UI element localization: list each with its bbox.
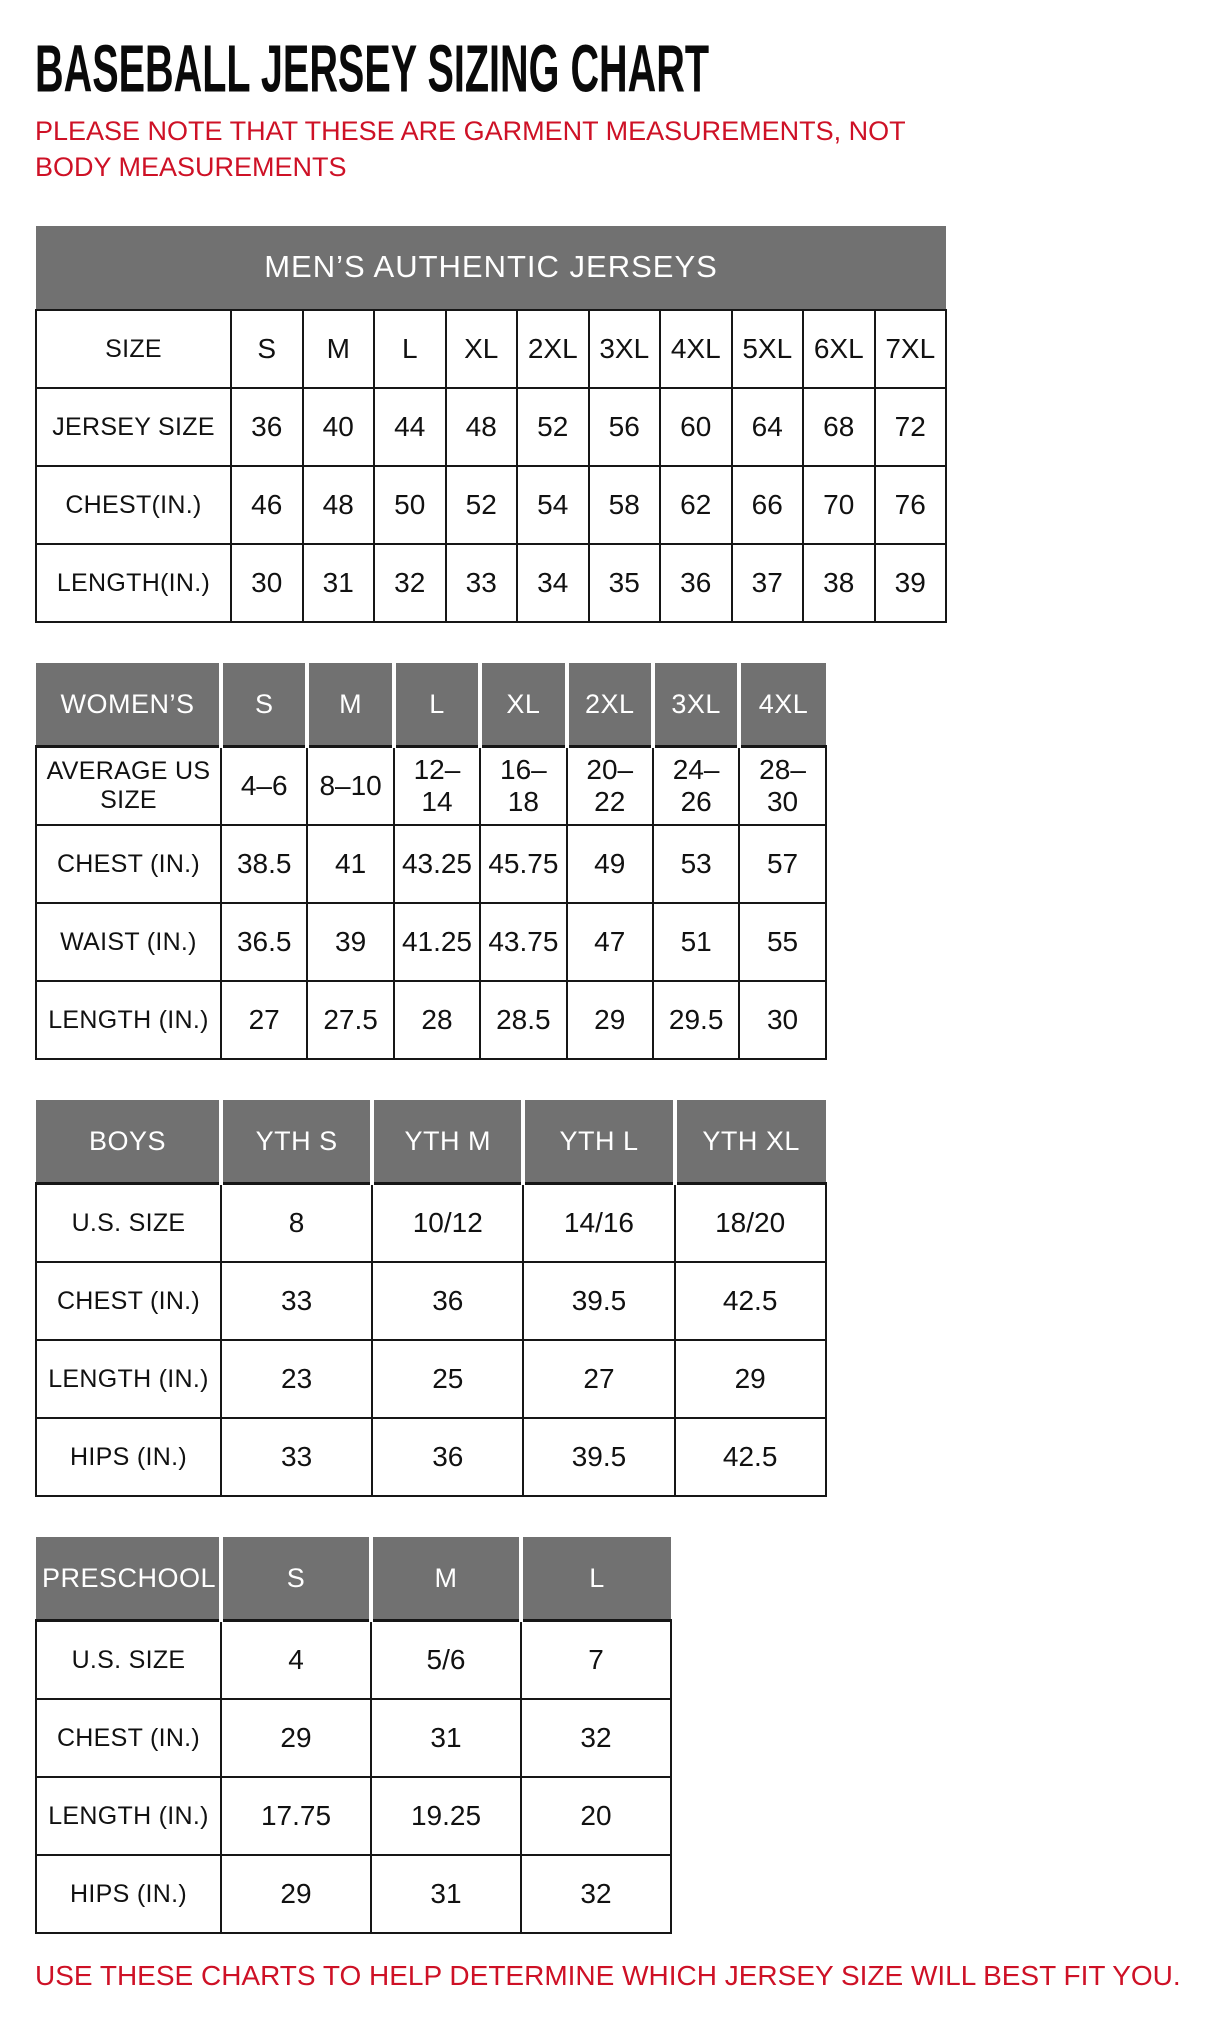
column-header: M bbox=[371, 1537, 521, 1621]
size-value-cell: 7XL bbox=[875, 310, 947, 388]
row-label: SIZE bbox=[36, 310, 231, 388]
size-value-cell: 34 bbox=[517, 544, 589, 622]
size-value-cell: 33 bbox=[221, 1262, 372, 1340]
womens-header-label: WOMEN’S bbox=[36, 663, 221, 747]
size-value-cell: 45.75 bbox=[480, 825, 566, 903]
size-value-cell: XL bbox=[446, 310, 518, 388]
size-value-cell: 68 bbox=[803, 388, 875, 466]
womens-table-row bbox=[36, 825, 826, 903]
garment-measurements-note: PLEASE NOTE THAT THESE ARE GARMENT MEASUREMENTS, NOT BODY MEASUREMENTS bbox=[35, 116, 906, 183]
size-value-cell: 25 bbox=[372, 1340, 523, 1418]
size-value-cell: 36 bbox=[660, 544, 732, 622]
column-header: YTH L bbox=[523, 1100, 674, 1184]
row-label: WAIST (IN.) bbox=[36, 903, 221, 981]
size-value-cell: 36.5 bbox=[221, 903, 307, 981]
size-value-cell: 38 bbox=[803, 544, 875, 622]
size-value-cell: 5XL bbox=[732, 310, 804, 388]
size-value-cell: 29 bbox=[675, 1340, 826, 1418]
column-header: L bbox=[521, 1537, 671, 1621]
column-header: S bbox=[221, 1537, 371, 1621]
size-value-cell: 30 bbox=[739, 981, 825, 1059]
row-label: CHEST (IN.) bbox=[36, 1262, 221, 1340]
size-value-cell: 14/16 bbox=[523, 1184, 674, 1262]
size-value-cell: 56 bbox=[589, 388, 661, 466]
womens-table-row bbox=[36, 903, 826, 981]
row-label: LENGTH (IN.) bbox=[36, 1340, 221, 1418]
size-value-cell: 32 bbox=[374, 544, 446, 622]
size-value-cell: 43.75 bbox=[480, 903, 566, 981]
size-value-cell: 51 bbox=[653, 903, 739, 981]
size-value-cell: 6XL bbox=[803, 310, 875, 388]
page-title: BASEBALL JERSEY SIZING CHART bbox=[35, 30, 710, 107]
size-value-cell: 20 bbox=[521, 1777, 671, 1855]
size-value-cell: 3XL bbox=[589, 310, 661, 388]
boys-header-row bbox=[36, 1100, 826, 1184]
size-value-cell: 60 bbox=[660, 388, 732, 466]
size-value-cell: 76 bbox=[875, 466, 947, 544]
preschool-header-row bbox=[36, 1537, 671, 1621]
womens-size-table bbox=[35, 663, 827, 1060]
boys-table-row bbox=[36, 1340, 826, 1418]
column-header: 4XL bbox=[739, 663, 825, 747]
size-value-cell: 27 bbox=[221, 981, 307, 1059]
row-label: CHEST (IN.) bbox=[36, 1699, 221, 1777]
row-label: U.S. SIZE bbox=[36, 1184, 221, 1262]
size-value-cell: 40 bbox=[303, 388, 375, 466]
size-value-cell: 39.5 bbox=[523, 1262, 674, 1340]
size-value-cell: 30 bbox=[231, 544, 303, 622]
womens-table-row bbox=[36, 747, 826, 825]
preschool-table-row bbox=[36, 1855, 671, 1933]
size-value-cell: 33 bbox=[221, 1418, 372, 1496]
row-label: AVERAGE US SIZE bbox=[36, 747, 221, 825]
size-value-cell: 8–10 bbox=[307, 747, 393, 825]
size-value-cell: 4XL bbox=[660, 310, 732, 388]
boys-size-table bbox=[35, 1100, 827, 1497]
size-value-cell: 52 bbox=[446, 466, 518, 544]
size-value-cell: 39 bbox=[875, 544, 947, 622]
mens-banner-title: MEN’S AUTHENTIC JERSEYS bbox=[36, 226, 946, 310]
column-header: 3XL bbox=[653, 663, 739, 747]
size-value-cell: 42.5 bbox=[675, 1262, 826, 1340]
size-value-cell: 33 bbox=[446, 544, 518, 622]
size-value-cell: 48 bbox=[446, 388, 518, 466]
size-value-cell: 10/12 bbox=[372, 1184, 523, 1262]
size-value-cell: L bbox=[374, 310, 446, 388]
womens-table-row bbox=[36, 981, 826, 1059]
row-label: CHEST (IN.) bbox=[36, 825, 221, 903]
mens-table-row bbox=[36, 466, 946, 544]
preschool-table-row bbox=[36, 1621, 671, 1699]
size-value-cell: 28–30 bbox=[739, 747, 825, 825]
size-value-cell: 32 bbox=[521, 1855, 671, 1933]
mens-table-row bbox=[36, 544, 946, 622]
mens-table-row bbox=[36, 310, 946, 388]
size-value-cell: 47 bbox=[567, 903, 653, 981]
size-value-cell: 36 bbox=[231, 388, 303, 466]
column-header: S bbox=[221, 663, 307, 747]
row-label: LENGTH (IN.) bbox=[36, 1777, 221, 1855]
size-value-cell: 18/20 bbox=[675, 1184, 826, 1262]
size-value-cell: 27.5 bbox=[307, 981, 393, 1059]
size-value-cell: 39 bbox=[307, 903, 393, 981]
size-value-cell: 4–6 bbox=[221, 747, 307, 825]
size-value-cell: 36 bbox=[372, 1262, 523, 1340]
mens-banner-row bbox=[36, 226, 946, 310]
size-value-cell: 55 bbox=[739, 903, 825, 981]
size-value-cell: 42.5 bbox=[675, 1418, 826, 1496]
size-value-cell: 48 bbox=[303, 466, 375, 544]
boys-table-row bbox=[36, 1184, 826, 1262]
size-value-cell: 29 bbox=[221, 1699, 371, 1777]
size-value-cell: 39.5 bbox=[523, 1418, 674, 1496]
size-value-cell: 57 bbox=[739, 825, 825, 903]
boys-table-row bbox=[36, 1418, 826, 1496]
size-value-cell: 66 bbox=[732, 466, 804, 544]
boys-table-row bbox=[36, 1262, 826, 1340]
size-value-cell: M bbox=[303, 310, 375, 388]
womens-header-row bbox=[36, 663, 826, 747]
size-value-cell: 16–18 bbox=[480, 747, 566, 825]
size-value-cell: 62 bbox=[660, 466, 732, 544]
size-value-cell: 46 bbox=[231, 466, 303, 544]
column-header: 2XL bbox=[567, 663, 653, 747]
row-label: HIPS (IN.) bbox=[36, 1855, 221, 1933]
column-header: XL bbox=[480, 663, 566, 747]
row-label: JERSEY SIZE bbox=[36, 388, 231, 466]
size-value-cell: 44 bbox=[374, 388, 446, 466]
size-value-cell: 19.25 bbox=[371, 1777, 521, 1855]
size-value-cell: 54 bbox=[517, 466, 589, 544]
size-value-cell: 37 bbox=[732, 544, 804, 622]
size-value-cell: 2XL bbox=[517, 310, 589, 388]
size-value-cell: 35 bbox=[589, 544, 661, 622]
size-value-cell: 64 bbox=[732, 388, 804, 466]
preschool-table-row bbox=[36, 1777, 671, 1855]
size-value-cell: 58 bbox=[589, 466, 661, 544]
size-value-cell: 53 bbox=[653, 825, 739, 903]
size-value-cell: 28.5 bbox=[480, 981, 566, 1059]
size-value-cell: 12–14 bbox=[394, 747, 480, 825]
size-value-cell: 31 bbox=[371, 1699, 521, 1777]
row-label: LENGTH (IN.) bbox=[36, 981, 221, 1059]
size-value-cell: 7 bbox=[521, 1621, 671, 1699]
size-value-cell: 52 bbox=[517, 388, 589, 466]
size-value-cell: 4 bbox=[221, 1621, 371, 1699]
size-value-cell: 29 bbox=[221, 1855, 371, 1933]
size-value-cell: 50 bbox=[374, 466, 446, 544]
row-label: HIPS (IN.) bbox=[36, 1418, 221, 1496]
preschool-table-row bbox=[36, 1699, 671, 1777]
size-value-cell: 27 bbox=[523, 1340, 674, 1418]
size-value-cell: 20–22 bbox=[567, 747, 653, 825]
size-value-cell: 28 bbox=[394, 981, 480, 1059]
preschool-header-label: PRESCHOOL bbox=[36, 1537, 221, 1621]
size-value-cell: 72 bbox=[875, 388, 947, 466]
row-label: LENGTH(IN.) bbox=[36, 544, 231, 622]
size-value-cell: 8 bbox=[221, 1184, 372, 1262]
size-value-cell: S bbox=[231, 310, 303, 388]
row-label: U.S. SIZE bbox=[36, 1621, 221, 1699]
column-header: YTH S bbox=[221, 1100, 372, 1184]
size-value-cell: 17.75 bbox=[221, 1777, 371, 1855]
footer-note: USE THESE CHARTS TO HELP DETERMINE WHICH JERSEY SIZE WILL BEST FIT YOU. bbox=[35, 1959, 1181, 1991]
size-value-cell: 36 bbox=[372, 1418, 523, 1496]
row-label: CHEST(IN.) bbox=[36, 466, 231, 544]
column-header: L bbox=[394, 663, 480, 747]
tables-container bbox=[35, 226, 1190, 1934]
size-value-cell: 29 bbox=[567, 981, 653, 1059]
size-value-cell: 31 bbox=[303, 544, 375, 622]
size-value-cell: 41.25 bbox=[394, 903, 480, 981]
size-value-cell: 24–26 bbox=[653, 747, 739, 825]
size-value-cell: 23 bbox=[221, 1340, 372, 1418]
size-value-cell: 5/6 bbox=[371, 1621, 521, 1699]
size-value-cell: 49 bbox=[567, 825, 653, 903]
size-value-cell: 70 bbox=[803, 466, 875, 544]
preschool-size-table bbox=[35, 1537, 672, 1934]
size-value-cell: 32 bbox=[521, 1699, 671, 1777]
size-value-cell: 29.5 bbox=[653, 981, 739, 1059]
size-value-cell: 38.5 bbox=[221, 825, 307, 903]
size-value-cell: 31 bbox=[371, 1855, 521, 1933]
column-header: YTH XL bbox=[675, 1100, 826, 1184]
boys-header-label: BOYS bbox=[36, 1100, 221, 1184]
mens-table-row bbox=[36, 388, 946, 466]
size-value-cell: 43.25 bbox=[394, 825, 480, 903]
size-value-cell: 41 bbox=[307, 825, 393, 903]
mens-size-table bbox=[35, 226, 947, 623]
column-header: YTH M bbox=[372, 1100, 523, 1184]
column-header: M bbox=[307, 663, 393, 747]
